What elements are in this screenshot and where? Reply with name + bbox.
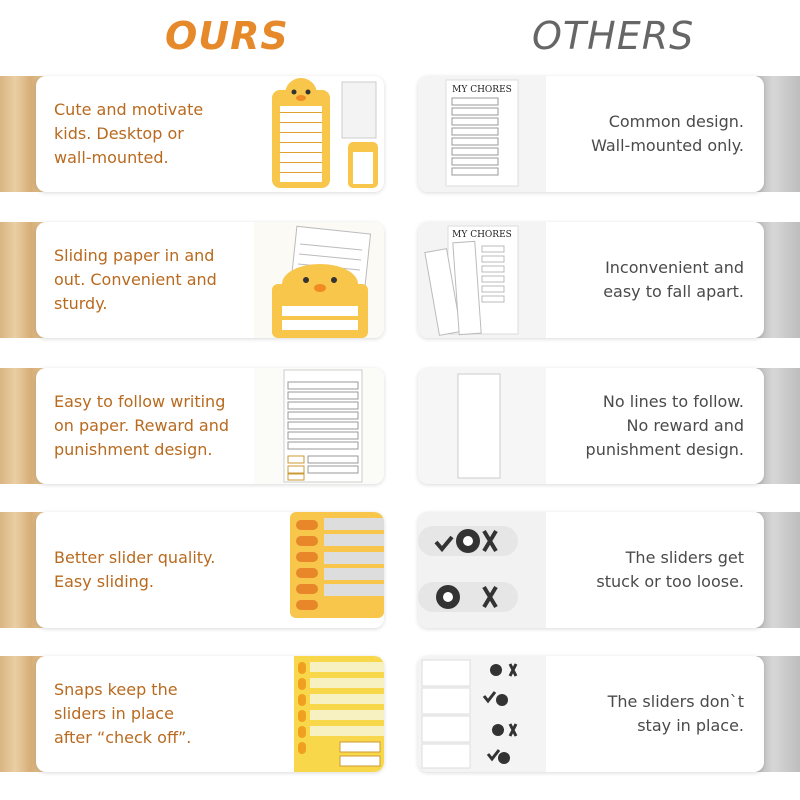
ours-text-3: Easy to follow writing on paper. Reward and punishment design. xyxy=(54,392,230,459)
duck-chore-board-image xyxy=(254,76,384,192)
others-text-5: The sliders don`t stay in place. xyxy=(607,692,744,735)
others-image-title-2: MY CHORES xyxy=(452,230,512,240)
others-text-4: The sliders get stuck or too loose. xyxy=(596,548,744,591)
ours-text-4: Better slider quality. Easy sliding. xyxy=(54,548,216,591)
others-image-title-1: MY CHORES xyxy=(452,85,512,95)
others-card-1 xyxy=(418,76,764,192)
header-ours: OURS xyxy=(165,14,289,58)
fallen-apart-board-image xyxy=(418,222,546,338)
others-card-2 xyxy=(418,222,764,338)
others-text-3: No lines to follow. No reward and punishment design. xyxy=(585,392,744,459)
others-card-4 xyxy=(418,512,764,628)
ours-text-5: Snaps keep the sliders in place after “check off”. xyxy=(54,680,192,747)
loose-slider-closeup-image xyxy=(418,512,546,628)
others-card-5 xyxy=(418,656,764,772)
others-card-3 xyxy=(418,368,764,484)
ours-card-3 xyxy=(36,368,384,484)
snap-sliders-image xyxy=(254,656,384,772)
ours-text-2: Sliding paper in and out. Convenient and sturdy. xyxy=(54,246,217,313)
header-others: OTHERS xyxy=(532,14,695,58)
ours-card-2 xyxy=(36,222,384,338)
unlocked-sliders-image xyxy=(418,656,546,772)
ours-text-1: Cute and motivate kids. Desktop or wall-mounted. xyxy=(54,100,204,167)
ours-card-4 xyxy=(36,512,384,628)
others-text-2: Inconvenient and easy to fall apart. xyxy=(603,258,744,301)
sliding-paper-image xyxy=(254,222,384,338)
yellow-slider-closeup-image xyxy=(254,512,384,628)
lined-paper-image xyxy=(254,368,384,484)
blank-paper-strip-image xyxy=(418,368,546,484)
ours-card-1 xyxy=(36,76,384,192)
others-text-1: Common design. Wall-mounted only. xyxy=(591,112,744,155)
plain-chore-board-image xyxy=(418,76,546,192)
ours-card-5 xyxy=(36,656,384,772)
